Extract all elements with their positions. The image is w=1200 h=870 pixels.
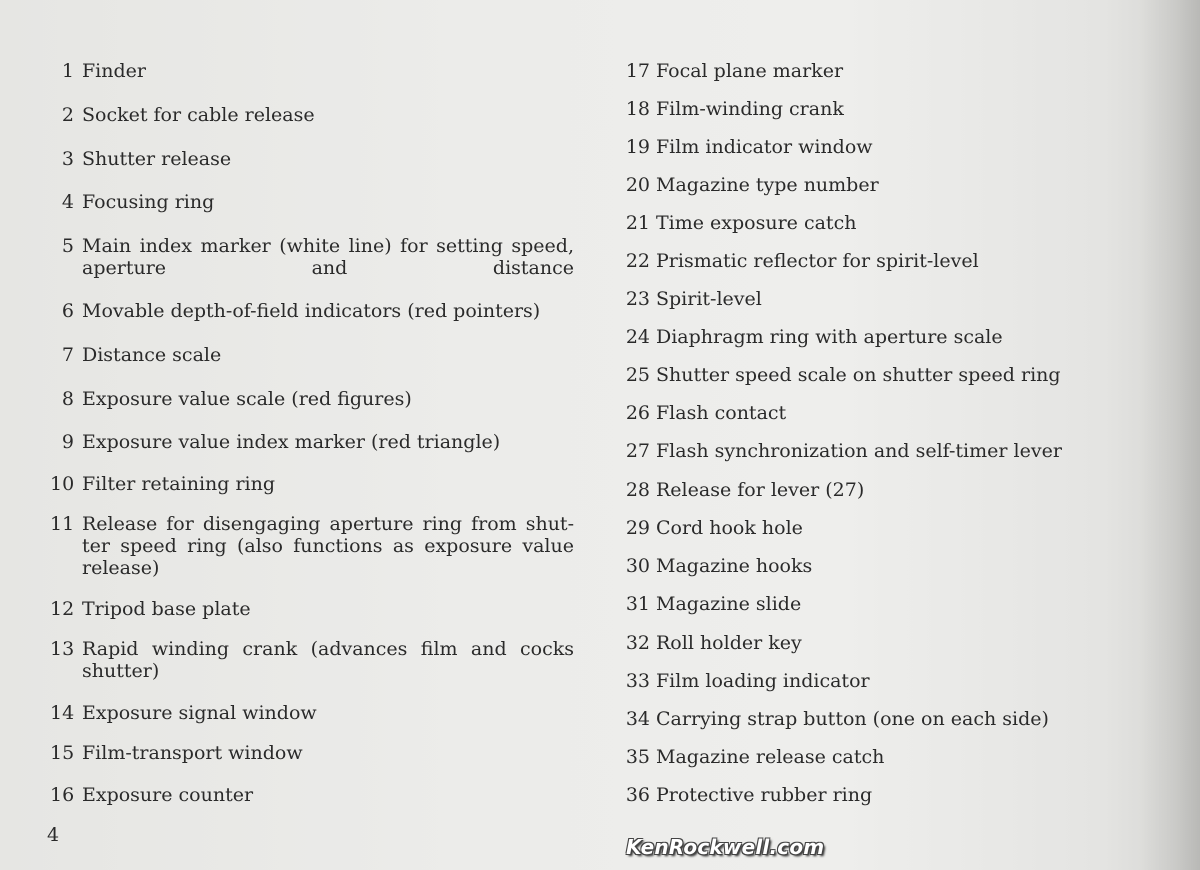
item-label — [656, 784, 872, 806]
item-number: 36 — [625, 784, 650, 806]
item-number: 17 — [625, 60, 650, 82]
item-label — [82, 191, 214, 213]
item-label — [82, 300, 540, 322]
item-label-line: Magazine hooks — [656, 555, 813, 577]
item-label-line: Socket for cable release — [82, 104, 315, 126]
item-label-line: Release for lever (27) — [656, 479, 865, 501]
item-label-line: Finder — [82, 60, 146, 82]
item-number: 5 — [61, 235, 74, 257]
item-number: 21 — [625, 212, 650, 234]
item-label-line: Exposure counter — [82, 784, 254, 806]
item-label-line: Tripod base plate — [82, 598, 251, 620]
watermark: KenRockwell.com — [626, 835, 825, 859]
item-label — [82, 742, 303, 764]
item-label — [656, 708, 1049, 730]
item-number: 33 — [625, 670, 650, 692]
item-label-line: Flash synchronization and self-timer lever — [656, 440, 1062, 462]
item-label — [82, 784, 253, 806]
item-label — [82, 388, 412, 410]
item-label — [656, 98, 844, 120]
item-label-line: Magazine release catch — [656, 746, 885, 768]
item-label — [656, 288, 762, 310]
item-label-line: Prismatic reflector for spirit-level — [656, 250, 979, 272]
item-label — [656, 670, 870, 692]
item-label-line: Focal plane marker — [656, 60, 844, 82]
item-label — [656, 479, 864, 501]
item-number: 26 — [625, 402, 650, 424]
item-number: 20 — [625, 174, 650, 196]
item-label-line: Magazine slide — [656, 593, 802, 615]
item-number: 9 — [61, 431, 74, 453]
item-label-line: Shutter speed scale on shutter speed ring — [656, 364, 1061, 386]
item-number: 31 — [625, 593, 650, 615]
item-label-line: Shutter release — [82, 148, 232, 170]
item-label-line: shutter) — [82, 660, 160, 682]
item-label-line: Diaphragm ring with aperture scale — [656, 326, 1003, 348]
item-label — [656, 326, 1003, 348]
item-label-line: Cord hook hole — [656, 517, 803, 539]
item-label-line: Exposure value index marker (red triangle) — [82, 431, 501, 453]
item-number: 29 — [625, 517, 650, 539]
item-label — [656, 517, 803, 539]
item-label — [82, 235, 574, 279]
item-number: 2 — [61, 104, 74, 126]
item-label — [82, 104, 315, 126]
item-label — [82, 513, 574, 579]
item-number: 32 — [625, 632, 650, 654]
item-label-line: Protective rubber ring — [656, 784, 873, 806]
item-label-line: Film loading indicator — [656, 670, 870, 692]
item-number: 6 — [61, 300, 74, 322]
item-label — [656, 555, 812, 577]
item-label — [656, 60, 843, 82]
item-label-line: Rapid winding crank (advances film and cocks — [82, 638, 574, 660]
item-label-line: Main index marker (white line) for setting speed, — [82, 235, 574, 257]
item-number: 23 — [625, 288, 650, 310]
item-number: 8 — [61, 388, 74, 410]
item-label-line: Time exposure catch — [656, 212, 857, 234]
item-label-line: Carrying strap button (one on each side) — [656, 708, 1049, 730]
item-label — [656, 212, 856, 234]
page-number: 4 — [47, 824, 60, 846]
item-label-line: Flash contact — [656, 402, 787, 424]
item-number: 35 — [625, 746, 650, 768]
item-number: 19 — [625, 136, 650, 158]
item-number: 28 — [625, 479, 650, 501]
item-label — [656, 632, 802, 654]
item-label — [656, 440, 1062, 462]
item-label — [656, 174, 879, 196]
item-label-line: Film indicator window — [656, 136, 873, 158]
item-number: 15 — [50, 742, 75, 764]
item-number: 18 — [625, 98, 650, 120]
item-number: 14 — [50, 702, 75, 724]
item-label-line: Filter retaining ring — [82, 473, 276, 495]
item-number: 7 — [61, 344, 74, 366]
item-label — [656, 364, 1061, 386]
item-label-line: Spirit-level — [656, 288, 762, 310]
item-label-line: Distance scale — [82, 344, 222, 366]
item-label-line: release) — [82, 557, 160, 579]
item-label — [656, 402, 786, 424]
item-label-line: Film-winding crank — [656, 98, 844, 120]
item-number: 12 — [50, 598, 75, 620]
item-label-line: Focusing ring — [82, 191, 215, 213]
item-number: 16 — [50, 784, 75, 806]
item-label-line: Roll holder key — [656, 632, 802, 654]
item-number: 10 — [50, 473, 75, 495]
item-label — [656, 593, 801, 615]
item-number: 1 — [61, 60, 74, 82]
item-label — [82, 344, 221, 366]
item-label — [82, 598, 251, 620]
item-number: 30 — [625, 555, 650, 577]
item-number: 13 — [50, 638, 75, 660]
item-number: 11 — [50, 513, 75, 535]
item-label — [82, 638, 574, 682]
item-number: 4 — [61, 191, 74, 213]
item-label — [656, 746, 884, 768]
item-number: 27 — [625, 440, 650, 462]
item-number: 34 — [625, 708, 650, 730]
item-label — [82, 473, 275, 495]
item-label — [82, 148, 231, 170]
item-number: 22 — [625, 250, 650, 272]
item-label — [82, 702, 317, 724]
item-label-line: Release for disengaging aperture ring from shut- — [82, 513, 574, 535]
item-label-line: Film-transport window — [82, 742, 303, 764]
item-label-line: ter speed ring (also functions as exposure value — [82, 535, 574, 557]
item-label-line: aperture and distance — [82, 257, 574, 279]
item-label-line: Movable depth-of-field indicators (red pointers) — [82, 300, 541, 322]
item-number: 24 — [625, 326, 650, 348]
item-number: 3 — [61, 148, 74, 170]
item-label-line: Exposure value scale (red figures) — [82, 388, 412, 410]
item-label — [82, 431, 500, 453]
item-label — [656, 250, 979, 272]
item-label — [656, 136, 873, 158]
item-label — [82, 60, 146, 82]
item-label-line: Magazine type number — [656, 174, 879, 196]
item-number: 25 — [625, 364, 650, 386]
item-label-line: Exposure signal window — [82, 702, 317, 724]
